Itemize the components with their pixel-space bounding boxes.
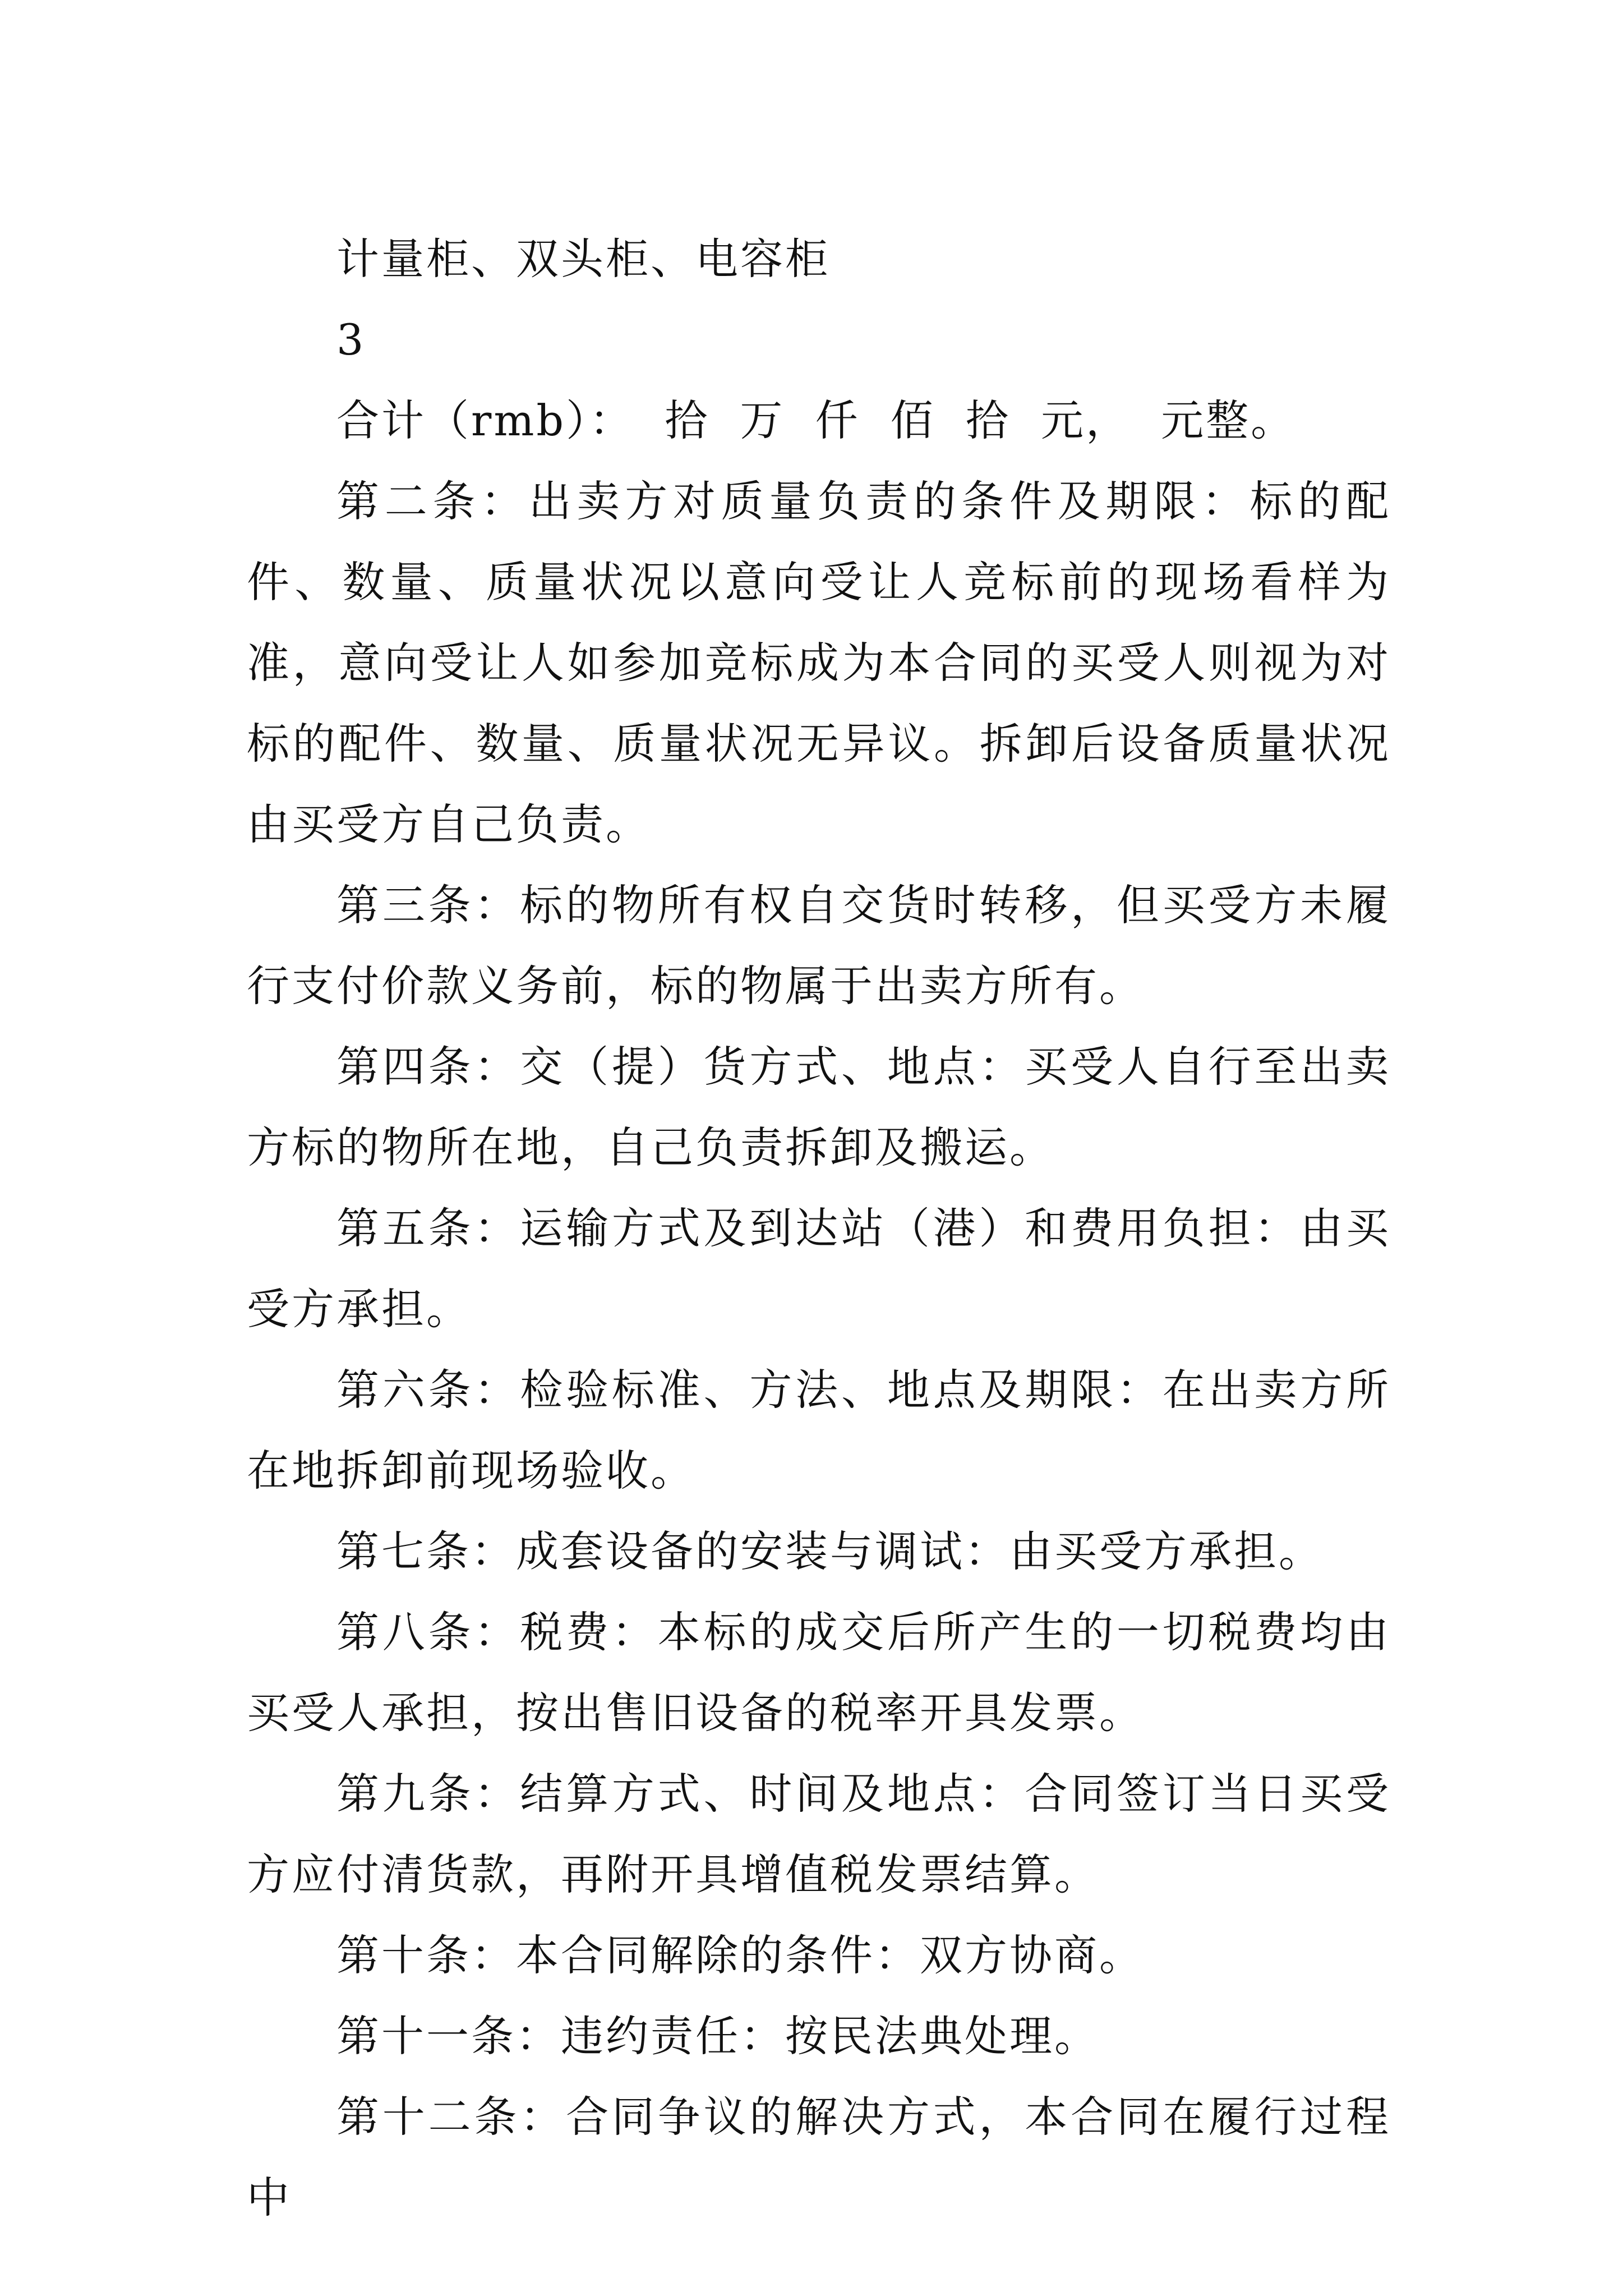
clause-9: 第九条：结算方式、时间及地点：合同签订当日买受方应付清货款，再附开具增值税发票结算。: [247, 1769, 1391, 1899]
clause-8: 第八条：税费：本标的成交后所产生的一切税费均由买受人承担，按出售旧设备的税率开具发票。: [247, 1607, 1391, 1738]
clause-7: 第七条：成套设备的安装与调试：由买受方承担。: [336, 1526, 1324, 1576]
clause-11: 第十一条：违约责任：按民法典处理。: [336, 2011, 1099, 2061]
item-name-line: 计量柜、双头柜、电容柜: [336, 234, 830, 284]
total-amount-line: 合计（rmb）： 拾 万 仟 佰 拾 元， 元整。: [336, 395, 1296, 445]
clause-3: 第三条：标的物所有权自交货时转移，但买受方未履行支付价款义务前，标的物属于出卖方所有。: [247, 880, 1391, 1011]
clause-2: 第二条：出卖方对质量负责的条件及期限：标的配件、数量、质量状况以意向受让人竞标前的现场看样为准，意向受让人如参加竞标成为本合同的买受人则视为对标的配件、数量、质量状况无异议。拆卸后设备质量状况由买受方自己负责。: [247, 476, 1391, 849]
clause-5: 第五条：运输方式及到达站（港）和费用负担：由买受方承担。: [247, 1203, 1391, 1334]
clause-4: 第四条：交（提）货方式、地点：买受人自行至出卖方标的物所在地，自己负责拆卸及搬运。: [247, 1042, 1391, 1172]
clause-10: 第十条：本合同解除的条件：双方协商。: [336, 1930, 1144, 1980]
clause-12: 第十二条：合同争议的解决方式，本合同在履行过程中: [247, 2092, 1391, 2223]
clause-6: 第六条：检验标准、方法、地点及期限：在出卖方所在地拆卸前现场验收。: [247, 1365, 1391, 1496]
item-quantity-line: 3: [336, 315, 366, 365]
contract-body: [247, 219, 1391, 2238]
